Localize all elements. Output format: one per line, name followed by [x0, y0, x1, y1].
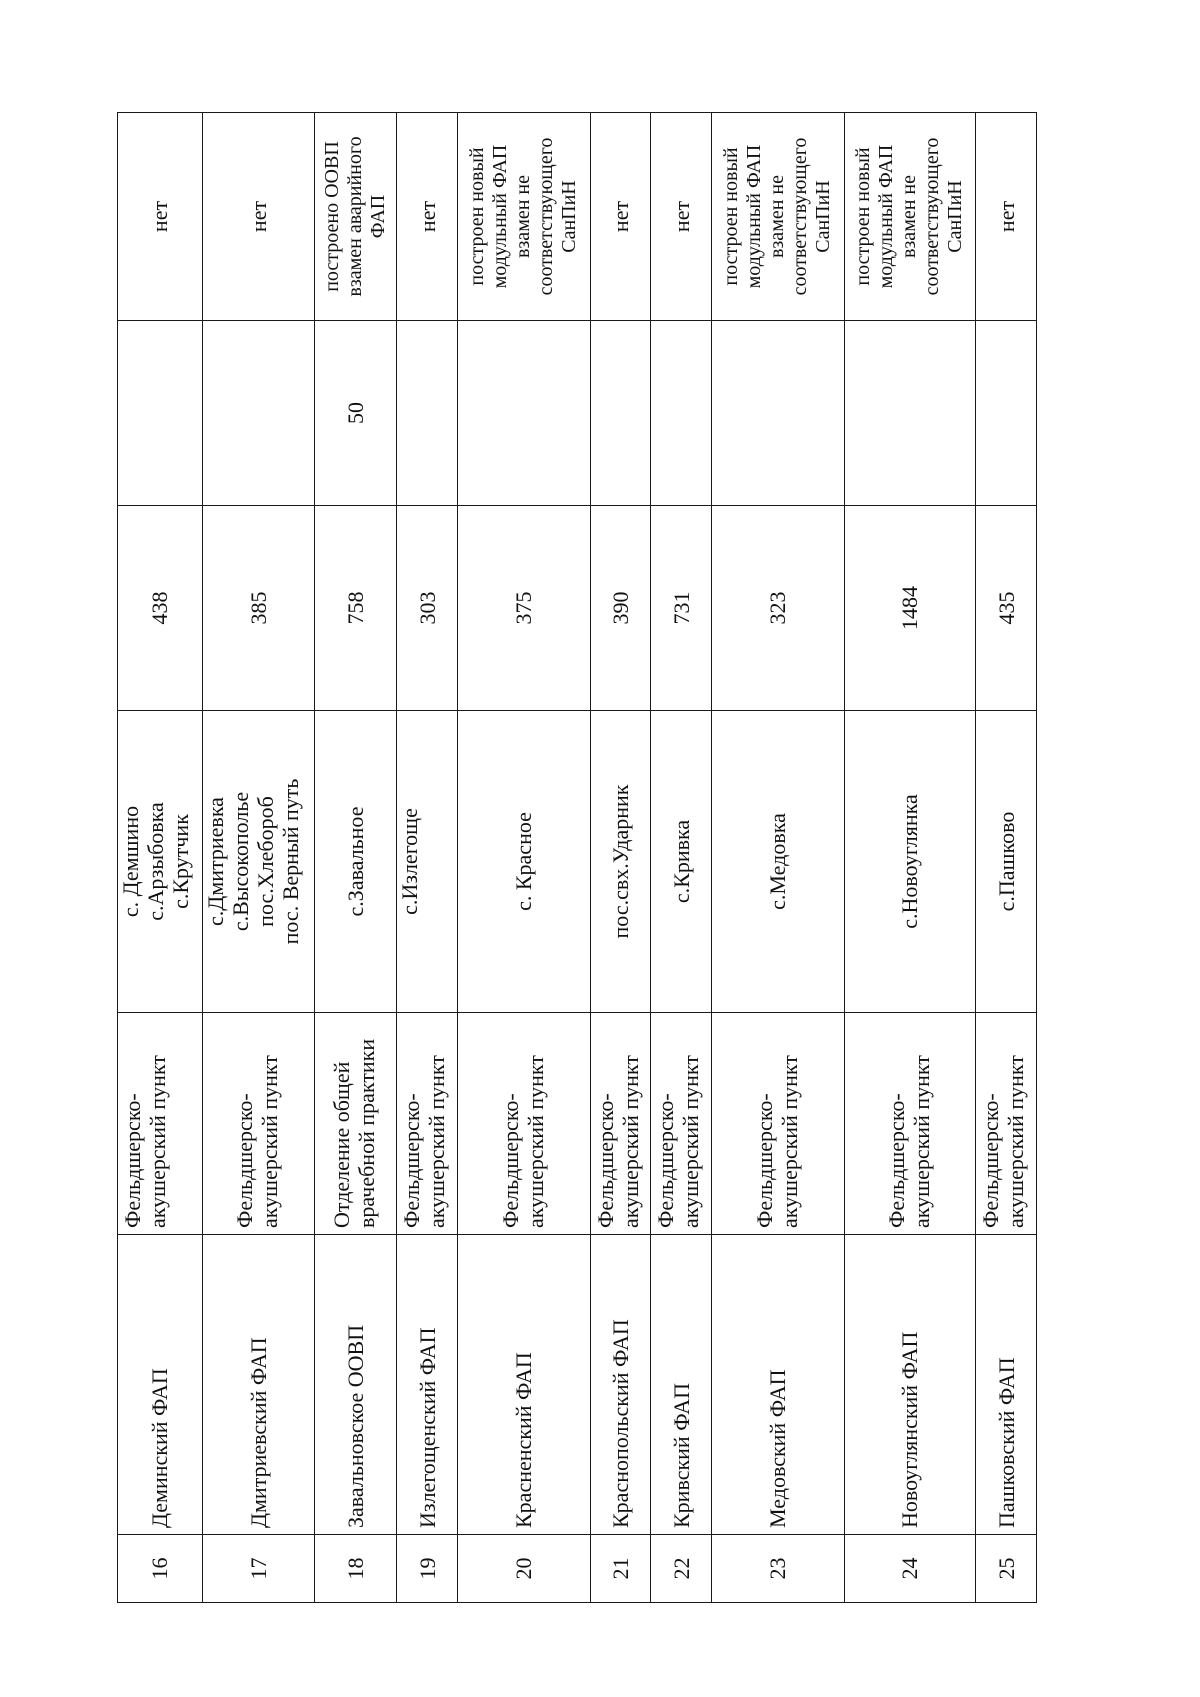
- facility-name: Пашковский ФАП: [976, 1235, 1037, 1535]
- population: 435: [976, 506, 1037, 711]
- note: нет: [397, 113, 458, 321]
- row-number: 24: [844, 1535, 976, 1603]
- facility-name: Кривский ФАП: [651, 1235, 712, 1535]
- settlements: с. Демшино с.Арзыбовка с.Крутчик: [118, 711, 203, 1013]
- facility-name: Деминский ФАП: [118, 1235, 203, 1535]
- row-number: 18: [314, 1535, 397, 1603]
- settlements: с.Завальное: [314, 711, 397, 1013]
- facility-type: Отделение общей врачебной практики: [314, 1013, 397, 1235]
- capacity: [202, 321, 314, 506]
- table-row: [397, 113, 458, 1603]
- facility-type: Фельдшерско-акушерский пункт: [844, 1013, 976, 1235]
- row-number: 21: [590, 1535, 651, 1603]
- table-row: [457, 113, 590, 1603]
- facility-name: Новоуглянский ФАП: [844, 1235, 976, 1535]
- settlements: с.Дмитриевка с.Высокополье пос.Хлебороб пос. Верный путь: [202, 711, 314, 1013]
- facility-type: Фельдшерско-акушерский пункт: [457, 1013, 590, 1235]
- note: нет: [202, 113, 314, 321]
- row-number: 25: [976, 1535, 1037, 1603]
- row-number: 16: [118, 1535, 203, 1603]
- settlements: с. Красное: [457, 711, 590, 1013]
- capacity: [844, 321, 976, 506]
- population: 303: [397, 506, 458, 711]
- table-row: [590, 113, 651, 1603]
- rotated-table-container: [117, 113, 1037, 1603]
- facility-type: Фельдшерско-акушерский пункт: [397, 1013, 458, 1235]
- note: нет: [590, 113, 651, 321]
- capacity: [651, 321, 712, 506]
- population: 323: [711, 506, 844, 711]
- settlements: с.Пашково: [976, 711, 1037, 1013]
- note: построено ООВП взамен аварийного ФАП: [314, 113, 397, 321]
- population: 385: [202, 506, 314, 711]
- facility-name: Завальновское ООВП: [314, 1235, 397, 1535]
- facility-type: Фельдшерско-акушерский пункт: [711, 1013, 844, 1235]
- table-row: [976, 113, 1037, 1603]
- settlements: с.Кривка: [651, 711, 712, 1013]
- capacity: [457, 321, 590, 506]
- note: построен новый модульный ФАП взамен не соответствующего СанПиН: [457, 113, 590, 321]
- population: 758: [314, 506, 397, 711]
- table-row: [844, 113, 976, 1603]
- capacity: 50: [314, 321, 397, 506]
- facility-name: Красненский ФАП: [457, 1235, 590, 1535]
- table-row: [202, 113, 314, 1603]
- capacity: [118, 321, 203, 506]
- note: нет: [118, 113, 203, 321]
- row-number: 20: [457, 1535, 590, 1603]
- facilities-table: [117, 112, 1037, 1603]
- facility-type: Фельдшерско-акушерский пункт: [202, 1013, 314, 1235]
- facility-type: Фельдшерско-акушерский пункт: [976, 1013, 1037, 1235]
- table-row: [651, 113, 712, 1603]
- population: 1484: [844, 506, 976, 711]
- row-number: 19: [397, 1535, 458, 1603]
- population: 438: [118, 506, 203, 711]
- note: нет: [651, 113, 712, 321]
- capacity: [590, 321, 651, 506]
- facility-name: Дмитриевский ФАП: [202, 1235, 314, 1535]
- facility-name: Медовский ФАП: [711, 1235, 844, 1535]
- capacity: [976, 321, 1037, 506]
- table-row: [711, 113, 844, 1603]
- settlements: с.Медовка: [711, 711, 844, 1013]
- population: 390: [590, 506, 651, 711]
- note: построен новый модульный ФАП взамен не соответствующего СанПиН: [711, 113, 844, 321]
- facility-name: Краснопольский ФАП: [590, 1235, 651, 1535]
- facility-type: Фельдшерско-акушерский пункт: [651, 1013, 712, 1235]
- facility-type: Фельдшерско-акушерский пункт: [590, 1013, 651, 1235]
- capacity: [711, 321, 844, 506]
- settlements: с.Новоуглянка: [844, 711, 976, 1013]
- row-number: 17: [202, 1535, 314, 1603]
- table-row: [314, 113, 397, 1603]
- facility-name: Излегощенский ФАП: [397, 1235, 458, 1535]
- note: нет: [976, 113, 1037, 321]
- table-row: [118, 113, 203, 1603]
- capacity: [397, 321, 458, 506]
- settlements: пос.свх.Ударник: [590, 711, 651, 1013]
- settlements: с.Излегоще: [397, 711, 458, 1013]
- row-number: 22: [651, 1535, 712, 1603]
- facility-type: Фельдшерско-акушерский пункт: [118, 1013, 203, 1235]
- note: построен новый модульный ФАП взамен не соответствующего СанПиН: [844, 113, 976, 321]
- population: 375: [457, 506, 590, 711]
- row-number: 23: [711, 1535, 844, 1603]
- population: 731: [651, 506, 712, 711]
